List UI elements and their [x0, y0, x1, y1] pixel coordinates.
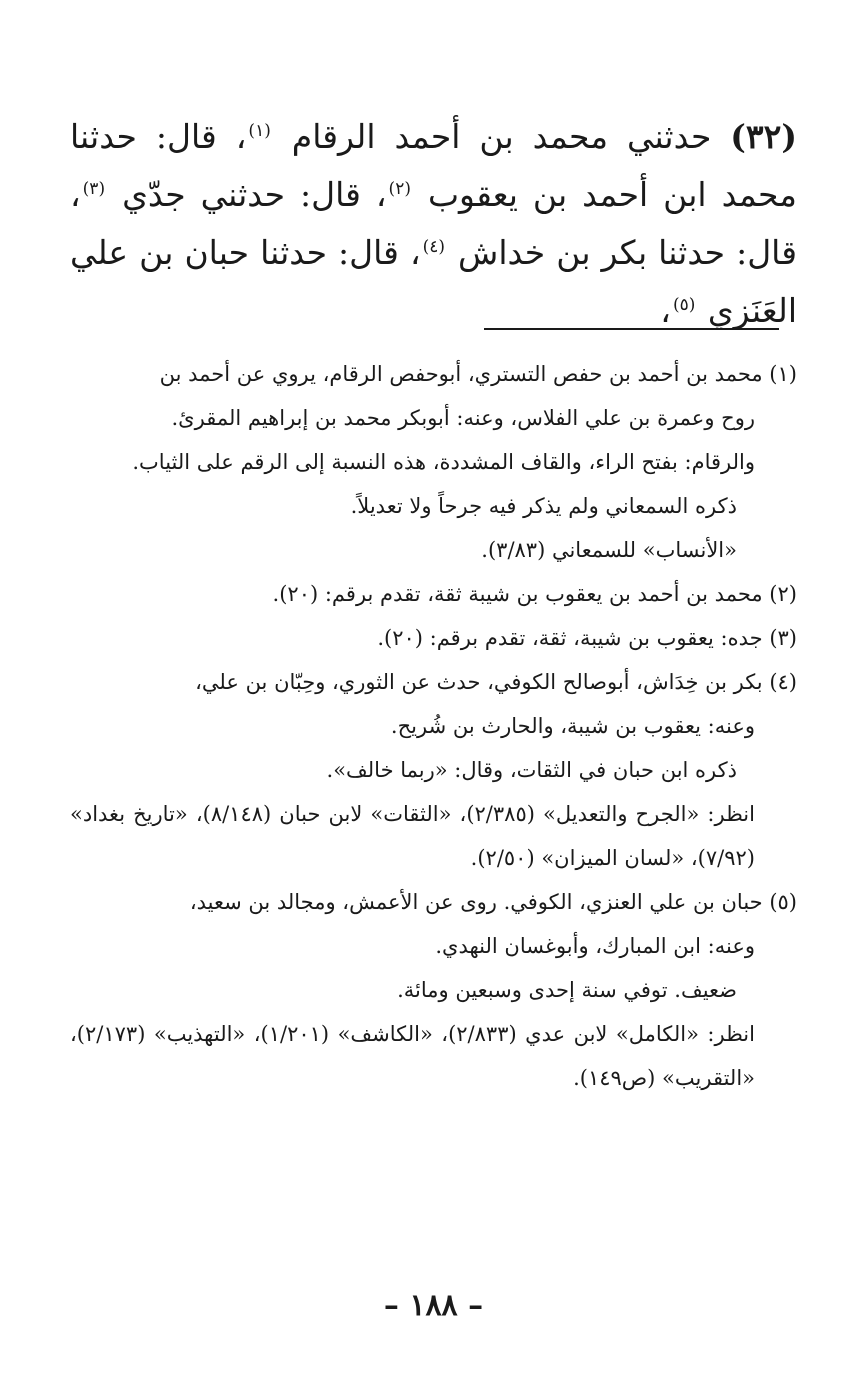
footnote-ref-2[interactable]: (٢) — [388, 179, 411, 199]
footnote-1-head: (١) محمد بن أحمد بن حفص التستري، أبوحفص الرقام، يروي عن أحمد بن — [159, 362, 797, 386]
footnote-4-cont: وعنه: يعقوب بن شيبة، والحارث بن شُريح. — [390, 714, 755, 738]
footnote-ref-1[interactable]: (١) — [248, 121, 271, 141]
footnote-4-note: ذكره ابن حبان في الثقات، وقال: «ربما خالف». — [326, 758, 737, 782]
footnote-5-note: ضعيف. توفي سنة إحدى وسبعين ومائة. — [397, 978, 737, 1002]
hadith-segment: ، — [660, 291, 671, 330]
hadith-number: (٣٢) — [730, 117, 797, 156]
footnote-5-sources: انظر: «الكامل» لابن عدي (٢/٨٣٣)، «الكاشف» (١/٢٠١)، «التهذيب» (٢/١٧٣)، «التقريب» (ص١٤٩). — [70, 1022, 755, 1090]
hadith-segment: ، قال: حدثني جدّي — [107, 175, 387, 214]
footnote-separator — [484, 328, 779, 330]
footnote-5 — [70, 880, 797, 1100]
hadith-paragraph — [70, 108, 797, 340]
hadith-text — [70, 108, 797, 340]
footnote-5-head: (٥) حبان بن علي العنزي، الكوفي. روى عن الأعمش، ومجالد بن سعيد، — [189, 890, 797, 914]
footnote-1-source: «الأنساب» للسمعاني (٣/٨٣). — [481, 538, 737, 562]
hadith-segment: ، قال: حدثنا بكر بن خداش — [70, 175, 798, 272]
footnote-4 — [70, 660, 797, 880]
footnote-2 — [70, 572, 797, 616]
footnote-4-head: (٤) بكر بن خِدَاش، أبوصالح الكوفي، حدث عن الثوري، وحِبّان بن علي، — [195, 670, 797, 694]
footnote-1-cont: روح وعمرة بن علي الفلاس، وعنه: أبوبكر محمد بن إبراهيم المقرئ. — [171, 406, 755, 430]
footnote-5-cont: وعنه: ابن المبارك، وأبوغسان النهدي. — [435, 934, 755, 958]
footnote-1-note: ذكره السمعاني ولم يذكر فيه جرحاً ولا تعديلاً. — [350, 494, 737, 518]
footnote-3 — [70, 616, 797, 660]
page-number: – ١٨٨ – — [383, 1288, 484, 1323]
footnote-3-head: (٣) جده: يعقوب بن شيبة، ثقة، تقدم برقم: (٢٠). — [377, 626, 797, 650]
footnote-1 — [70, 352, 797, 572]
hadith-segment: حدثني محمد بن أحمد الرقام — [272, 117, 731, 156]
hadith-segment: ، قال: حدثنا محمد ابن أحمد بن يعقوب — [70, 117, 797, 214]
footnote-ref-5[interactable]: (٥) — [672, 295, 696, 315]
footnote-1-nisba: والرقام: بفتح الراء، والقاف المشددة، هذه النسبة إلى الرقم على الثياب. — [132, 450, 755, 474]
footnote-4-sources: انظر: «الجرح والتعديل» (٢/٣٨٥)، «الثقات» لابن حبان (٨/١٤٨)، «تاريخ بغداد» (٧/٩٢)، «لسان الميزان» (٢/٥٠). — [70, 802, 755, 870]
footnote-2-head: (٢) محمد بن أحمد بن يعقوب بن شيبة ثقة، تقدم برقم: (٢٠). — [272, 582, 797, 606]
footnote-ref-4[interactable]: (٤) — [422, 237, 446, 257]
footnotes-section — [70, 352, 797, 1100]
footnote-ref-3[interactable]: (٣) — [82, 179, 106, 199]
hadith-segment: ، قال: حدثنا حبان بن علي العَنَزي — [70, 233, 797, 330]
